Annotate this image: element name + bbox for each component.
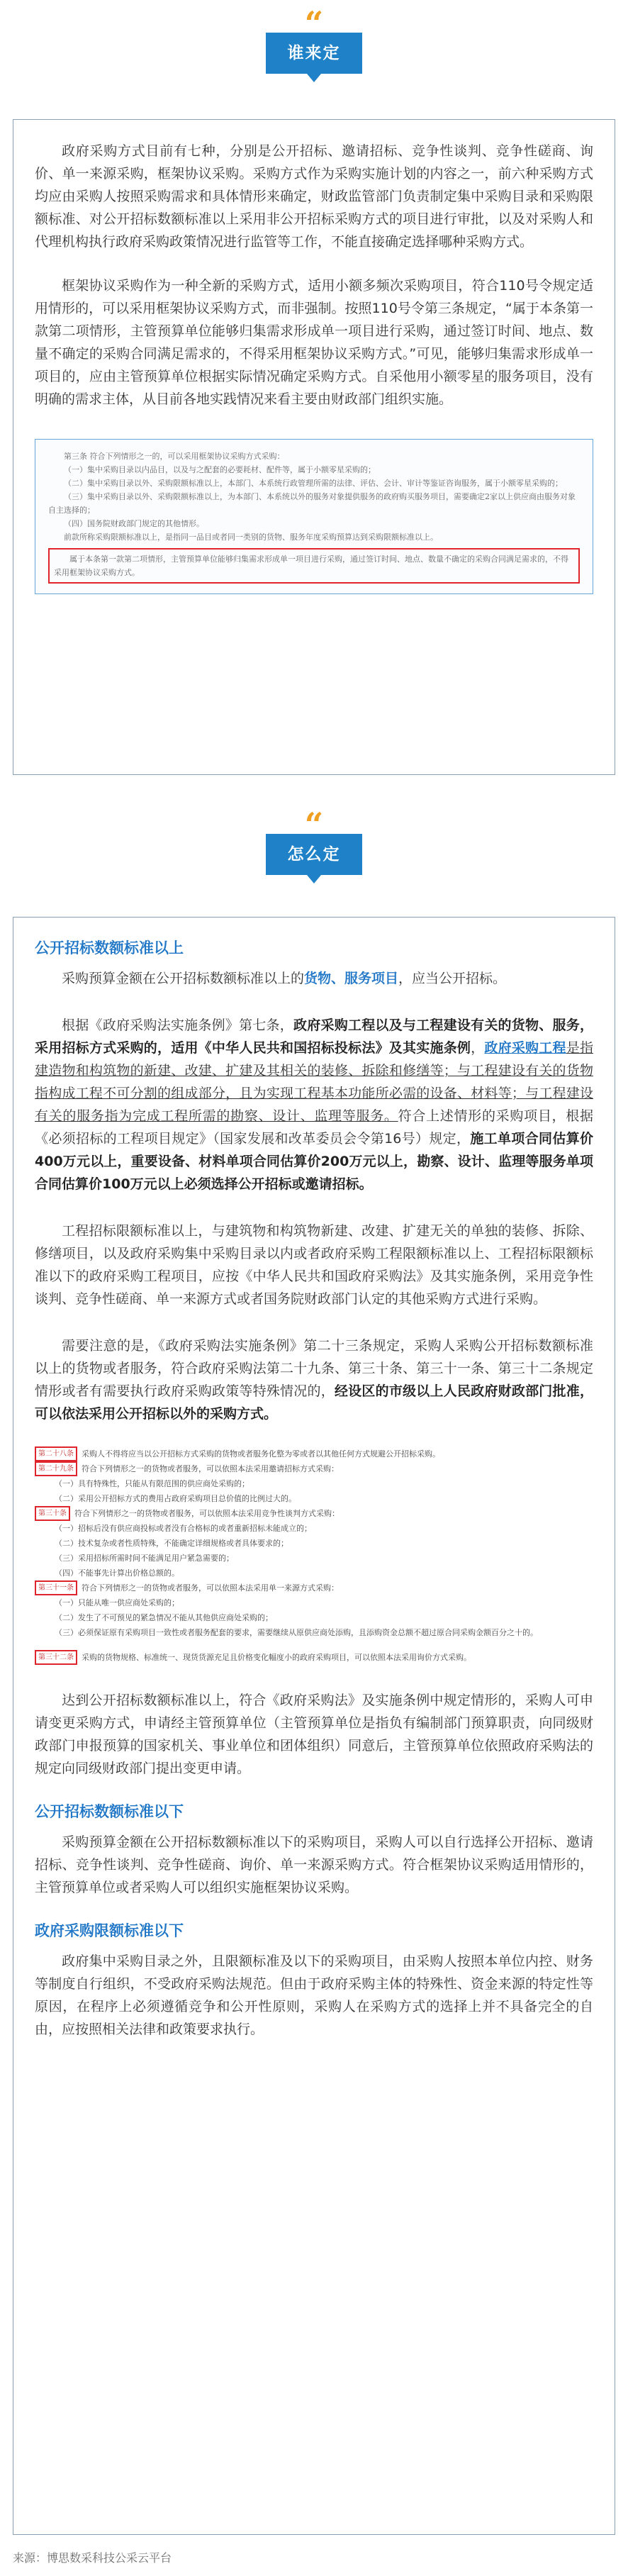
highlight-text: 政府采购工程 xyxy=(484,1040,566,1056)
paragraph: 工程招标限额标准以上，与建筑物和构筑物新建、改建、扩建无关的单独的装修、拆除、修缮项目，以及政府采购集中采购目录以内或者政府采购工程限额标准以上、工程招标限额标准以下的政府采购工程项目，应按《中华人民共和国政府采购法》及其实施条例，采用竞争性谈判、竞争性磋商、单一来源方式或者国务院财政部门认定的其他采购方式进行采购。 xyxy=(35,1223,593,1307)
bold-text: 施工单项合同估算价400万元以上，重要设备、材料单项合同估算价200万元以上，勘察、设计、监理等服务单项合同估算价100万元以上必须选择公开招标或邀请招标。 xyxy=(35,1131,593,1192)
law-text: 采购人不得将应当以公开招标方式采购的货物或者服务化整为零或者以其他任何方式规避公开招标采购。 xyxy=(82,1449,440,1459)
law-text: 符合下列情形之一的货物或者服务，可以依照本法采用竞争性谈判方式采购： xyxy=(74,1509,340,1518)
law-row xyxy=(35,1461,593,1476)
law-text: （一）具有特殊性，只能从有限范围的供应商处采购的； xyxy=(55,1479,249,1488)
paragraph xyxy=(35,1014,593,1195)
text: 符合上述情形的采购项目，根据《必须招标的工程项目规定》（国家发展和改革委员会令第16号）规定， xyxy=(35,1108,593,1147)
law-text: （一）只能从唯一供应商处采购的； xyxy=(55,1598,179,1607)
law-row xyxy=(35,1521,593,1536)
law-row xyxy=(35,1476,593,1491)
doc-line: （二）集中采购目录以外、采购限额标准以上，本部门、本系统行政管理所需的法律、评估、会计、审计等鉴证咨询服务，属于小额零星采购的； xyxy=(64,479,563,488)
law-text: （二）发生了不可预见的紧急情况不能从其他供应商处采购的； xyxy=(55,1613,273,1622)
paragraph: 政府集中采购目录之外，且限额标准及以下的采购项目，由采购人按照本单位内控、财务等制度自行组织，不受政府采购法规范。但由于政府采购主体的特殊性、资金来源的特定性等原因，在程序上必须遵循竞争和公开性原则，采购人在采购方式的选择上并不具备完全的自由，应按照相关法律和政策要求执行。 xyxy=(35,1953,593,2037)
law-row xyxy=(35,1595,593,1610)
doc-line: （四）国务院财政部门规定的其他情形。 xyxy=(64,519,204,528)
law-text: （二）技术复杂或者性质特殊，不能确定详细规格或者具体要求的； xyxy=(55,1539,288,1548)
law-text: （三）采用招标所需时间不能满足用户紧急需要的； xyxy=(55,1554,234,1563)
text: 需要注意的是，《政府采购法实施条例》第二十三条规定，采购人采购公开招标数额标准以上的货物或者服务，符合政府采购法第二十九条、第三十条、第三十一条、第三十二条规定情形或者有需要执行政府采购政策等特殊情况的， xyxy=(35,1338,593,1399)
source-footer: 来源：博思数采科技公采云平台 xyxy=(13,2551,172,2565)
how-to-decide-card xyxy=(13,917,615,2535)
subheading: 政府采购限额标准以下 xyxy=(35,1922,184,1939)
article-tag: 第三十二条 xyxy=(35,1650,77,1665)
article-tag: 第三十一条 xyxy=(35,1580,77,1595)
underline-text: 是指建造物和构筑物的新建、改建、扩建及其相关的装修、拆除和修缮等；与工程建设有关的货物指构成工程不可分割的组成部分，且为实现工程基本功能所必需的设备、材料等；与工程建设有关的服务指为完成工程所需的勘察、设计、监理等服务。 xyxy=(35,1040,593,1124)
highlighted-doc-line: 属于本条第一款第二项情形，主管预算单位能够归集需求形成单一项目进行采购，通过签订时间、地点、数量不确定的采购合同满足需求的，不得采用框架协议采购方式。 xyxy=(48,548,580,584)
law-text: 采购的货物规格、标准统一、现货货源充足且价格变化幅度小的政府采购项目，可以依照本法采用询价方式采购。 xyxy=(82,1653,471,1662)
section-header-who xyxy=(0,7,628,74)
law-text: （一）招标后没有供应商投标或者没有合格标的或者重新招标未能成立的； xyxy=(55,1524,312,1533)
section-header-how xyxy=(0,808,628,875)
law-excerpt-image xyxy=(35,1446,593,1665)
paragraph xyxy=(35,1334,593,1425)
law-text: （二）采用公开招标方式的费用占政府采购项目总价值的比例过大的。 xyxy=(55,1494,296,1503)
doc-line: 前款所称采购限额标准以上，是指同一品目或者同一类别的货物、服务年度采购预算达到采购限额标准以上。 xyxy=(64,533,438,542)
quote-icon: “ xyxy=(304,7,324,33)
paragraph: 采购预算金额在公开招标数额标准以下的采购项目，采购人可以自行选择公开招标、邀请招标、竞争性谈判、竞争性磋商、询价、单一来源采购方式。符合框架协议采购适用情形的，主管预算单位或者采购人可以组织实施框架协议采购。 xyxy=(35,1834,593,1895)
highlight-text: 货物、服务项目 xyxy=(304,971,399,986)
law-row xyxy=(35,1506,593,1521)
article-tag: 第二十九条 xyxy=(35,1461,77,1476)
article-tag: 第三十条 xyxy=(35,1506,70,1521)
law-row xyxy=(35,1625,593,1640)
paragraph xyxy=(35,967,593,990)
text: ，应当公开招标。 xyxy=(398,971,507,986)
paragraph: 达到公开招标数额标准以上，符合《政府采购法》及实施条例中规定情形的，采购人可申请变更采购方式，申请经主管预算单位（主管预算单位是指负有编制部门预算职责，向同级财政部门申报预算的国家机关、事业单位和团体组织）同意后，主管预算单位依照政府采购法的规定向同级财政部门提出变更申请。 xyxy=(35,1693,593,1776)
regulation-excerpt-image xyxy=(35,439,593,594)
law-text: （四）不能事先计算出价格总额的。 xyxy=(55,1568,179,1578)
text: ， xyxy=(471,1040,485,1056)
paragraph: 政府采购方式目前有七种，分别是公开招标、邀请招标、竞争性谈判、竞争性磋商、询价、单一来源采购，框架协议采购。采购方式作为采购实施计划的内容之一，前六种采购方式均应由采购人按照采购需求和具体情形来确定，财政监管部门负责制定集中采购目录和采购限额标准、对公开招标数额标准以上采用非公开招标采购方式的项目进行审批，以及对采购人和代理机构执行政府采购政策情况进行监管等工作，不能直接确定选择哪种采购方式。 xyxy=(35,143,593,250)
text: 采购预算金额在公开招标数额标准以上的 xyxy=(62,971,305,986)
law-text: 符合下列情形之一的货物或者服务，可以依照本法采用单一来源方式采购： xyxy=(82,1583,339,1593)
bold-text: 经设区的市级以上人民政府财政部门批准，可以依法采用公开招标以外的采购方式。 xyxy=(35,1383,593,1422)
subheading: 公开招标数额标准以上 xyxy=(35,939,184,957)
law-row xyxy=(35,1536,593,1551)
law-text: （三）必须保证原有采购项目一致性或者服务配套的要求，需要继续从原供应商处添购，且添购资金总额不超过原合同采购金额百分之十的。 xyxy=(55,1628,538,1637)
section-title-who: 谁来定 xyxy=(266,33,362,74)
law-row xyxy=(35,1551,593,1566)
law-row xyxy=(35,1580,593,1595)
article-tag: 第二十八条 xyxy=(35,1446,77,1461)
section-title-how: 怎么定 xyxy=(266,834,362,875)
law-row xyxy=(35,1650,593,1665)
doc-line: 第三条 符合下列情形之一的，可以采用框架协议采购方式采购： xyxy=(64,452,285,461)
quote-icon: “ xyxy=(304,808,324,834)
law-row xyxy=(35,1491,593,1506)
law-row xyxy=(35,1610,593,1625)
bold-text: 政府采购工程以及与工程建设有关的货物、服务，采用招标方式采购的，适用《中华人民共和国招标投标法》及其实施条例 xyxy=(35,1017,593,1056)
text: 根据《政府采购法实施条例》第七条， xyxy=(62,1017,294,1033)
law-row xyxy=(35,1446,593,1461)
law-text: 符合下列情形之一的货物或者服务，可以依照本法采用邀请招标方式采购： xyxy=(82,1464,339,1473)
doc-line: （一）集中采购目录以内品目，以及与之配套的必要耗材、配件等，属于小额零星采购的； xyxy=(64,465,376,474)
who-decides-card xyxy=(13,119,615,775)
doc-line: （三）集中采购目录以外、采购限额标准以上，为本部门、本系统以外的服务对象提供服务的政府购买服务项目，需要确定2家以上供应商由服务对象自主选择的； xyxy=(48,492,576,515)
paragraph: 框架协议采购作为一种全新的采购方式，适用小额多频次采购项目，符合110号令规定适用情形的，可以采用框架协议采购方式，而非强制。按照110号令第三条规定，“属于本条第一款第二项情形，主管预算单位能够归集需求形成单一项目进行采购，通过签订时间、地点、数量不确定的采购合同满足需求的，不得采用框架协议采购方式。”可见，能够归集需求形成单一项目的，应由主管预算单位根据实际情况确定采购方式。自采他用小额零星的服务项目，没有明确的需求主体，从目前各地实践情况来看主要由财政部门组织实施。 xyxy=(35,278,593,407)
law-row xyxy=(35,1566,593,1580)
subheading: 公开招标数额标准以下 xyxy=(35,1803,184,1820)
